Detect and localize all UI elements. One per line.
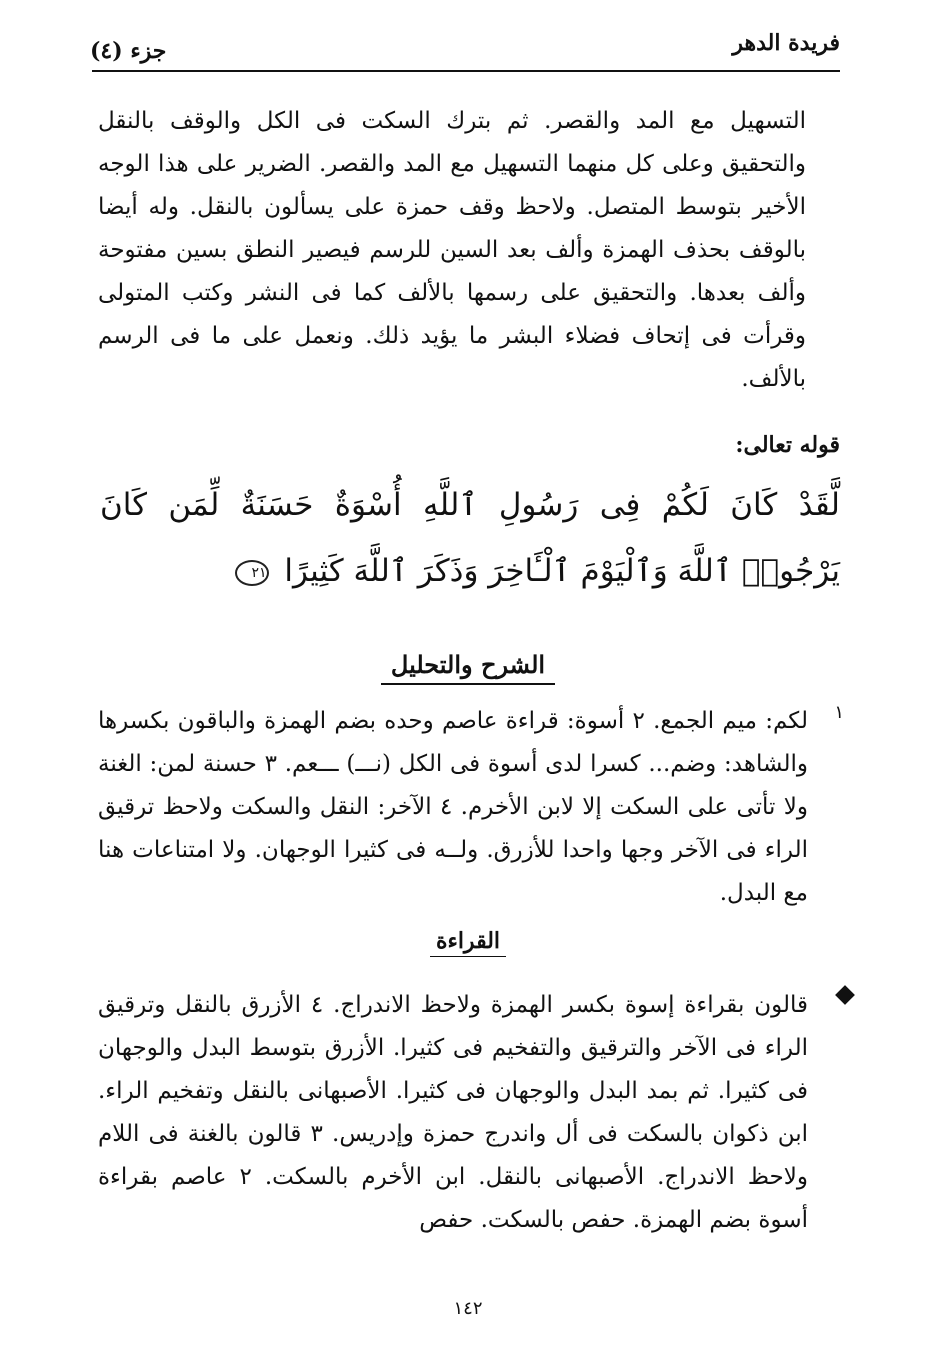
book-title: فريدة الدهر	[732, 30, 840, 56]
diamond-bullet-icon	[835, 985, 855, 1005]
quran-verse	[100, 472, 840, 604]
ayah-number-marker: ٢١	[235, 560, 269, 586]
readings-heading	[0, 928, 936, 957]
part-label: جزء (٤)	[90, 38, 167, 64]
header-divider	[92, 70, 840, 72]
page-number: ١٤٢	[453, 1298, 483, 1319]
verse-label: قوله تعالى:	[735, 432, 840, 458]
verse-text: لَّقَدْ كَانَ لَكُمْ فِى رَسُولِ ٱللَّهِ أُسْوَةٌ حَسَنَةٌ لِّمَن كَانَ يَرْجُوا۟ ٱللَّهَ وَٱلْيَوْمَ ٱلْـَٔاخِرَ وَذَكَرَ ٱللَّهَ كَثِيرًا	[100, 487, 840, 589]
readings-heading-text: القراءة	[430, 928, 506, 957]
commentary-number-marker: ١	[834, 702, 844, 723]
commentary-heading	[0, 650, 936, 685]
commentary-paragraph: لكم: ميم الجمع. ٢ أسوة: قراءة عاصم وحده بضم الهمزة والباقون بكسرها والشاهد: وضم... كسرا لدى أسوة فى الكل (نـــ) ـــعم. ٣ حسنة لمن: الغنة ولا تأتى على السكت إلا لابن الأخرم. ٤ الآخر: النقل والسكت ولاحظ ترقيق الراء فى الآخر وجها واحدا للأزرق. ولــه فى كثيرا الوجهان. ولا امتناعات هنا مع البدل.	[98, 708, 809, 906]
page-header	[90, 30, 840, 70]
commentary-heading-text: الشرح والتحليل	[381, 650, 555, 685]
intro-paragraph: التسهيل مع المد والقصر. ثم بترك السكت فى الكل والوقف بالنقل والتحقيق وعلى كل منهما التسهيل مع المد والقصر. الضرير على هذا الوجه الأخير بتوسط المتصل. ولاحظ وقف حمزة على يسألون بالنقل. وله أيضا بالوقف بحذف الهمزة وألف بعد السين للرسم فيصير النطق بسين مفتوحة وألف بعدها. والتحقيق على رسمها بالألف كما فى النشر وكتب المتولى وقرأت فى إتحاف فضلاء البشر ما يؤيد ذلك. ونعمل على ما فى الرسم بالألف.	[98, 108, 806, 392]
readings-paragraph: قالون بقراءة إسوة بكسر الهمزة ولاحظ الاندراج. ٤ الأزرق بالنقل وترقيق الراء فى الآخر والترقيق والتفخيم فى كثيرا. الأزرق بتوسط البدل والوجهان فى كثيرا. ثم بمد البدل والوجهان فى كثيرا. الأصبهانى بالنقل وتفخيم الراء. ابن ذكوان بالسكت فى أل واندرج حمزة وإدريس. ٣ قالون بالغنة فى اللام ولاحظ الاندراج. الأصبهانى بالنقل. ابن الأخرم بالسكت. ٢ عاصم بقراءة أسوة بضم الهمزة. حفص بالسكت. حفص	[98, 992, 809, 1233]
